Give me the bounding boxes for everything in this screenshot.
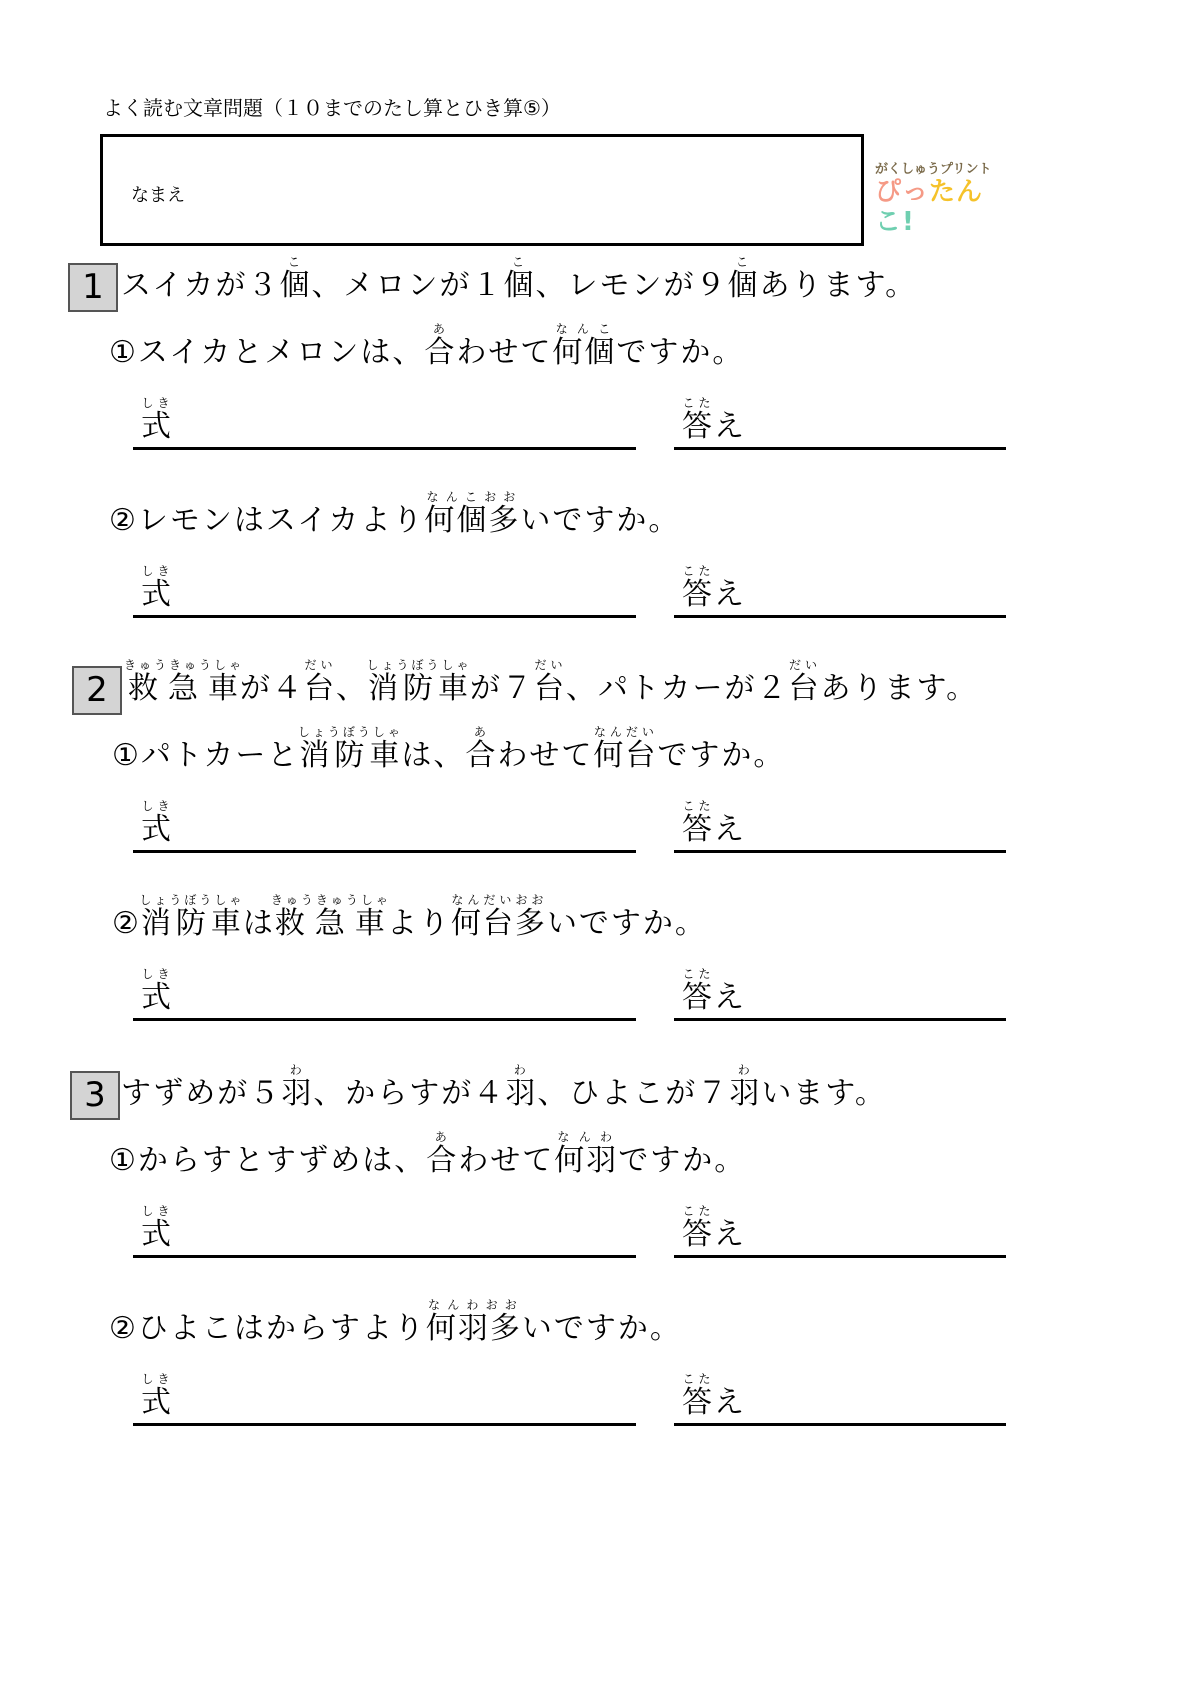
furigana-word <box>141 1204 173 1252</box>
text-segment: え <box>714 812 746 847</box>
furigana-word <box>304 658 337 706</box>
kanji-text: 合 <box>465 738 498 773</box>
furigana-word <box>279 255 312 303</box>
furigana-reading: きゅうきゅうしゃ <box>124 658 245 672</box>
kanji-text: 合 <box>424 335 457 370</box>
furigana-word <box>503 255 536 303</box>
furigana-reading: なんだいおお <box>450 893 547 907</box>
text-segment: 、からすが４ <box>313 1076 506 1111</box>
kanji-text: 答 <box>682 1217 714 1252</box>
kanji-text: 何羽 <box>554 1143 619 1178</box>
furigana-reading: きゅうきゅうしゃ <box>270 893 391 907</box>
sub-question-text <box>109 1130 746 1179</box>
text-segment: ②ひよこはからすより <box>109 1311 426 1346</box>
text-segment: が４ <box>240 671 305 706</box>
furigana-word <box>141 799 173 847</box>
kanji-text: 合 <box>426 1143 459 1178</box>
text-segment: 、メロンが１ <box>311 268 504 303</box>
furigana-reading: こた <box>682 564 714 578</box>
furigana-word <box>450 893 547 941</box>
formula-answer-line[interactable] <box>133 564 636 618</box>
text-segment: わせて <box>456 335 553 370</box>
answer-line[interactable] <box>674 396 1006 450</box>
text-segment: え <box>714 1385 746 1420</box>
text-segment: は、 <box>401 738 466 773</box>
kanji-text: 羽 <box>729 1076 762 1111</box>
furigana-word <box>682 1372 714 1420</box>
furigana-word <box>682 564 714 612</box>
furigana-reading: だい <box>788 658 821 672</box>
sub-question-text <box>109 1298 682 1347</box>
furigana-reading: なんだい <box>593 725 658 739</box>
furigana-reading: だい <box>304 658 336 672</box>
kanji-text: 消防車 <box>297 738 403 773</box>
furigana-word <box>465 725 498 773</box>
furigana-reading: こた <box>682 1372 714 1386</box>
text-segment: え <box>714 409 746 444</box>
furigana-reading: こた <box>682 1204 714 1218</box>
kanji-text: 答 <box>682 812 714 847</box>
question-text <box>124 658 978 707</box>
furigana-reading: だい <box>534 658 567 672</box>
kanji-text: 何羽多 <box>425 1311 522 1346</box>
kanji-text: 消防車 <box>366 671 472 706</box>
text-segment: いですか。 <box>521 1311 682 1346</box>
text-segment: は <box>242 906 275 941</box>
question-number-box: 1 <box>68 263 118 312</box>
formula-answer-line[interactable] <box>133 396 636 450</box>
furigana-reading: わ <box>281 1063 314 1077</box>
kanji-text: 何台多 <box>450 906 547 941</box>
answer-line[interactable] <box>674 564 1006 618</box>
furigana-word <box>729 1063 762 1111</box>
kanji-text: 個 <box>279 268 312 303</box>
text-segment: すずめが５ <box>121 1076 282 1111</box>
furigana-reading: しょうぼうしゃ <box>139 893 245 907</box>
answer-label <box>682 799 746 848</box>
furigana-word <box>139 893 245 941</box>
furigana-reading: しき <box>141 1372 173 1386</box>
furigana-word <box>682 799 714 847</box>
kanji-text: 個 <box>727 268 760 303</box>
name-field[interactable] <box>100 134 864 246</box>
kanji-text: 答 <box>682 980 714 1015</box>
logo-subtitle: がくしゅうプリント <box>875 162 992 177</box>
furigana-word <box>505 1063 538 1111</box>
furigana-reading: こた <box>682 396 714 410</box>
furigana-word <box>297 725 403 773</box>
answer-label <box>682 967 746 1016</box>
text-segment: あります。 <box>820 671 979 706</box>
text-segment: わせて <box>458 1143 555 1178</box>
text-segment: え <box>714 980 746 1015</box>
furigana-reading: なんこおお <box>424 490 521 504</box>
furigana-reading: こた <box>682 967 714 981</box>
furigana-reading: なんわ <box>554 1130 619 1144</box>
kanji-text: 羽 <box>281 1076 314 1111</box>
kanji-text: 何台 <box>593 738 658 773</box>
kanji-text: 式 <box>141 1217 173 1252</box>
text-segment: 、レモンが９ <box>535 268 728 303</box>
kanji-text: 答 <box>682 409 714 444</box>
furigana-reading: こ <box>279 255 312 269</box>
sub-question-text <box>112 725 785 774</box>
furigana-word <box>554 1130 619 1178</box>
text-segment: ①からすとすずめは、 <box>109 1143 427 1178</box>
question-number-box: 2 <box>72 666 122 715</box>
kanji-text: 救急車 <box>270 906 391 941</box>
answer-line[interactable] <box>674 1372 1006 1426</box>
furigana-word <box>682 396 714 444</box>
furigana-reading: しょうぼうしゃ <box>297 725 403 739</box>
text-segment: わせて <box>497 738 594 773</box>
furigana-word <box>552 322 617 370</box>
kanji-text: 台 <box>788 671 821 706</box>
kanji-text: 式 <box>141 577 173 612</box>
text-segment: スイカが３ <box>121 268 280 303</box>
formula-answer-line[interactable] <box>133 967 636 1021</box>
formula-label <box>141 799 173 848</box>
logo <box>875 158 1010 237</box>
text-segment: ですか。 <box>657 738 786 773</box>
text-segment: ①パトカーと <box>112 738 300 773</box>
furigana-word <box>141 1372 173 1420</box>
furigana-reading: しょうぼうしゃ <box>366 658 472 672</box>
kanji-text: 消防車 <box>139 906 245 941</box>
furigana-word <box>270 893 391 941</box>
formula-label <box>141 564 173 613</box>
formula-label <box>141 1204 173 1253</box>
furigana-word <box>366 658 472 706</box>
text-segment: ですか。 <box>618 1143 747 1178</box>
text-segment: ②レモンはスイカより <box>109 503 425 538</box>
question-number-box: 3 <box>70 1071 120 1120</box>
text-segment: ② <box>112 906 141 941</box>
furigana-word <box>141 564 173 612</box>
formula-answer-line[interactable] <box>133 1204 636 1258</box>
furigana-reading: こ <box>503 255 536 269</box>
text-segment: あります。 <box>759 268 918 303</box>
sub-question-text <box>109 490 680 539</box>
furigana-reading: こ <box>727 255 760 269</box>
question-text <box>121 1063 887 1112</box>
name-label: なまえ <box>131 185 185 206</box>
kanji-text: 台 <box>304 671 337 706</box>
answer-label <box>682 1204 746 1253</box>
question-text <box>121 255 917 304</box>
formula-answer-line[interactable] <box>133 1372 636 1426</box>
answer-line[interactable] <box>674 799 1006 853</box>
furigana-word <box>424 490 521 538</box>
kanji-text: 何個多 <box>424 503 521 538</box>
furigana-word <box>534 658 567 706</box>
furigana-word <box>727 255 760 303</box>
furigana-word <box>593 725 658 773</box>
furigana-word <box>425 1298 522 1346</box>
furigana-word <box>682 967 714 1015</box>
sub-question-text <box>112 893 707 942</box>
text-segment: 、ひよこが７ <box>537 1076 730 1111</box>
formula-label <box>141 396 173 445</box>
formula-answer-line[interactable] <box>133 799 636 853</box>
kanji-text: 個 <box>503 268 536 303</box>
furigana-reading: なんこ <box>552 322 617 336</box>
furigana-reading: あ <box>426 1130 459 1144</box>
formula-label <box>141 1372 173 1421</box>
kanji-text: 何個 <box>552 335 617 370</box>
text-segment: ですか。 <box>616 335 745 370</box>
kanji-text: 式 <box>141 980 173 1015</box>
furigana-reading: しき <box>141 799 173 813</box>
furigana-reading: しき <box>141 396 173 410</box>
kanji-text: 式 <box>141 812 173 847</box>
sub-question-text <box>109 322 744 371</box>
answer-label <box>682 396 746 445</box>
answer-line[interactable] <box>674 1204 1006 1258</box>
text-segment: いですか。 <box>520 503 681 538</box>
worksheet-title: よく読む文章問題（１０までのたし算とひき算⑤） <box>103 96 561 120</box>
furigana-reading: しき <box>141 967 173 981</box>
text-segment: いですか。 <box>546 906 707 941</box>
furigana-reading: あ <box>424 322 457 336</box>
furigana-reading: こた <box>682 799 714 813</box>
kanji-text: 式 <box>141 1385 173 1420</box>
kanji-text: 式 <box>141 409 173 444</box>
text-segment: が７ <box>470 671 535 706</box>
furigana-word <box>788 658 821 706</box>
furigana-reading: しき <box>141 1204 173 1218</box>
kanji-text: 答 <box>682 1385 714 1420</box>
text-segment: 、 <box>336 671 369 706</box>
furigana-word <box>141 967 173 1015</box>
kanji-text: 救急車 <box>124 671 245 706</box>
formula-label <box>141 967 173 1016</box>
text-segment: 、パトカーが２ <box>566 671 789 706</box>
answer-line[interactable] <box>674 967 1006 1021</box>
furigana-reading: わ <box>729 1063 762 1077</box>
furigana-word <box>424 322 457 370</box>
kanji-text: 台 <box>534 671 567 706</box>
text-segment: より <box>386 906 451 941</box>
text-segment: え <box>714 1217 746 1252</box>
furigana-word <box>141 396 173 444</box>
text-segment: え <box>714 577 746 612</box>
answer-label <box>682 1372 746 1421</box>
furigana-reading: しき <box>141 564 173 578</box>
answer-label <box>682 564 746 613</box>
logo-title: ぴったんこ! <box>875 177 984 237</box>
furigana-word <box>682 1204 714 1252</box>
furigana-reading: わ <box>505 1063 538 1077</box>
furigana-reading: なんわおお <box>425 1298 522 1312</box>
text-segment: います。 <box>761 1076 887 1111</box>
furigana-word <box>124 658 245 706</box>
furigana-word <box>426 1130 459 1178</box>
kanji-text: 羽 <box>505 1076 538 1111</box>
furigana-reading: あ <box>465 725 498 739</box>
furigana-word <box>281 1063 314 1111</box>
text-segment: ①スイカとメロンは、 <box>109 335 425 370</box>
kanji-text: 答 <box>682 577 714 612</box>
